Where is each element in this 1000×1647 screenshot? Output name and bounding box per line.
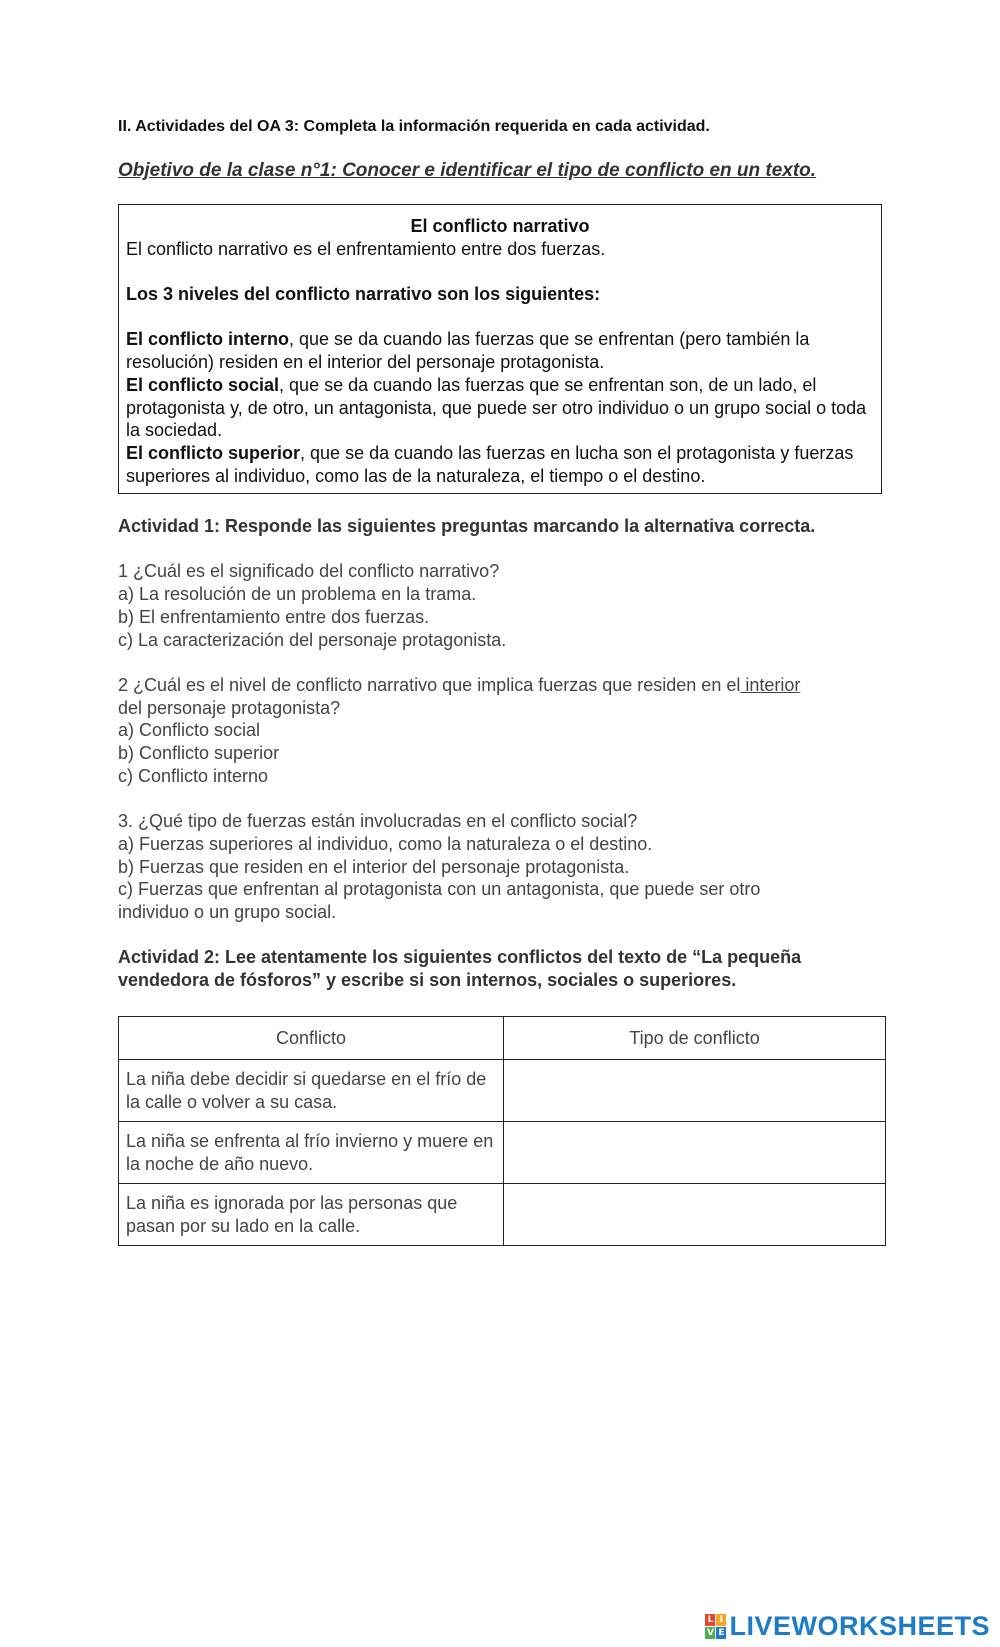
- activity-1: [118, 515, 888, 924]
- header-type: Tipo de conflicto: [504, 1017, 886, 1060]
- option-b[interactable]: b) Conflicto superior: [118, 743, 280, 763]
- question-text-start: 2 ¿Cuál es el nivel de conflicto narrativo que implica fuerzas que residen en el: [118, 674, 741, 695]
- table-row: [119, 1184, 886, 1246]
- level-text: , que se da cuando las fuerzas que se enfrentan son, de un lado, el protagonista y, de otro, un antagonista, que puede ser otro individuo o un grupo social o toda la sociedad.: [126, 374, 867, 441]
- level-name: El conflicto interno: [126, 329, 290, 350]
- option-b[interactable]: b) El enfrentamiento entre dos fuerzas.: [118, 606, 430, 627]
- table-row: [119, 1122, 886, 1184]
- option-a[interactable]: a) La resolución de un problema en la trama.: [118, 584, 477, 605]
- option-c[interactable]: c) Fuerzas que enfrentan al protagonista con un antagonista, que puede ser otro individuo o un grupo social.: [118, 879, 761, 922]
- logo-letter: E: [718, 1627, 725, 1638]
- logo-letter: I: [716, 1614, 726, 1626]
- brand-name: LIVEWORKSHEETS: [729, 1610, 990, 1641]
- class-objective: Objetivo de la clase n°1: Conocer e identificar el tipo de conflicto en un texto.: [118, 160, 817, 181]
- question-3: [118, 810, 888, 924]
- section-heading: II. Actividades del OA 3: Completa la información requerida en cada actividad.: [118, 118, 710, 135]
- levels-heading: Los 3 niveles del conflicto narrativo son los siguientes:: [126, 284, 601, 305]
- logo-letter: L: [705, 1614, 715, 1626]
- conflict-cell: La niña se enfrenta al frío invierno y muere en la noche de año nuevo.: [119, 1122, 504, 1184]
- logo-letter: V: [706, 1627, 714, 1638]
- question-text: 3. ¿Qué tipo de fuerzas están involucradas en el conflicto social?: [118, 811, 638, 832]
- option-a[interactable]: a) Conflicto social: [118, 720, 261, 741]
- question-underlined-word: interior: [740, 674, 801, 695]
- level-name: El conflicto superior: [126, 443, 301, 463]
- info-box-title: El conflicto narrativo: [410, 216, 590, 236]
- question-text: 1 ¿Cuál es el significado del conflicto narrativo?: [118, 561, 500, 582]
- type-answer-cell[interactable]: [504, 1122, 886, 1184]
- option-c[interactable]: c) Conflicto interno: [118, 765, 269, 786]
- option-b[interactable]: b) Fuerzas que residen en el interior del personaje protagonista.: [118, 856, 630, 877]
- type-answer-cell[interactable]: [504, 1060, 886, 1122]
- conflict-cell: La niña es ignorada por las personas que pasan por su lado en la calle.: [119, 1184, 504, 1246]
- level-text: , que se da cuando las fuerzas en lucha son el protagonista y fuerzas superiores al individuo, como las de la naturaleza, el tiempo o el destino.: [126, 443, 854, 486]
- liveworksheets-brand[interactable]: [705, 1612, 990, 1640]
- liveworksheets-logo-icon: [705, 1614, 726, 1639]
- question-2: [118, 674, 888, 788]
- activity-2-title: Actividad 2: Lee atentamente los siguientes conflictos del texto de “La pequeña vendedora de fósforos” y escribe si son internos, sociales o superiores.: [118, 947, 802, 990]
- info-box-definition: El conflicto narrativo es el enfrentamiento entre dos fuerzas.: [126, 238, 606, 259]
- info-box-conflict: [118, 204, 882, 494]
- level-internal: [126, 328, 874, 373]
- level-superior: [126, 442, 874, 487]
- option-c[interactable]: c) La caracterización del personaje protagonista.: [118, 629, 507, 650]
- table-row: [119, 1060, 886, 1122]
- activity-1-title: Actividad 1: Responde las siguientes preguntas marcando la alternativa correcta.: [118, 516, 816, 536]
- option-a[interactable]: a) Fuerzas superiores al individuo, como la naturaleza o el destino.: [118, 833, 653, 854]
- question-1: [118, 560, 888, 651]
- question-text: [118, 674, 888, 697]
- conflict-cell: La niña debe decidir si quedarse en el frío de la calle o volver a su casa.: [119, 1060, 504, 1122]
- type-answer-cell[interactable]: [504, 1184, 886, 1246]
- level-social: [126, 374, 874, 442]
- table-header-row: [119, 1017, 886, 1060]
- level-text: , que se da cuando las fuerzas que se enfrentan (pero también la resolución) residen en el interior del personaje protagonista.: [126, 329, 810, 373]
- header-conflict: Conflicto: [119, 1017, 504, 1060]
- question-text-end: del personaje protagonista?: [118, 697, 341, 718]
- activity-2: [118, 946, 873, 991]
- level-name: El conflicto social: [126, 374, 280, 395]
- conflict-table: [118, 1016, 886, 1246]
